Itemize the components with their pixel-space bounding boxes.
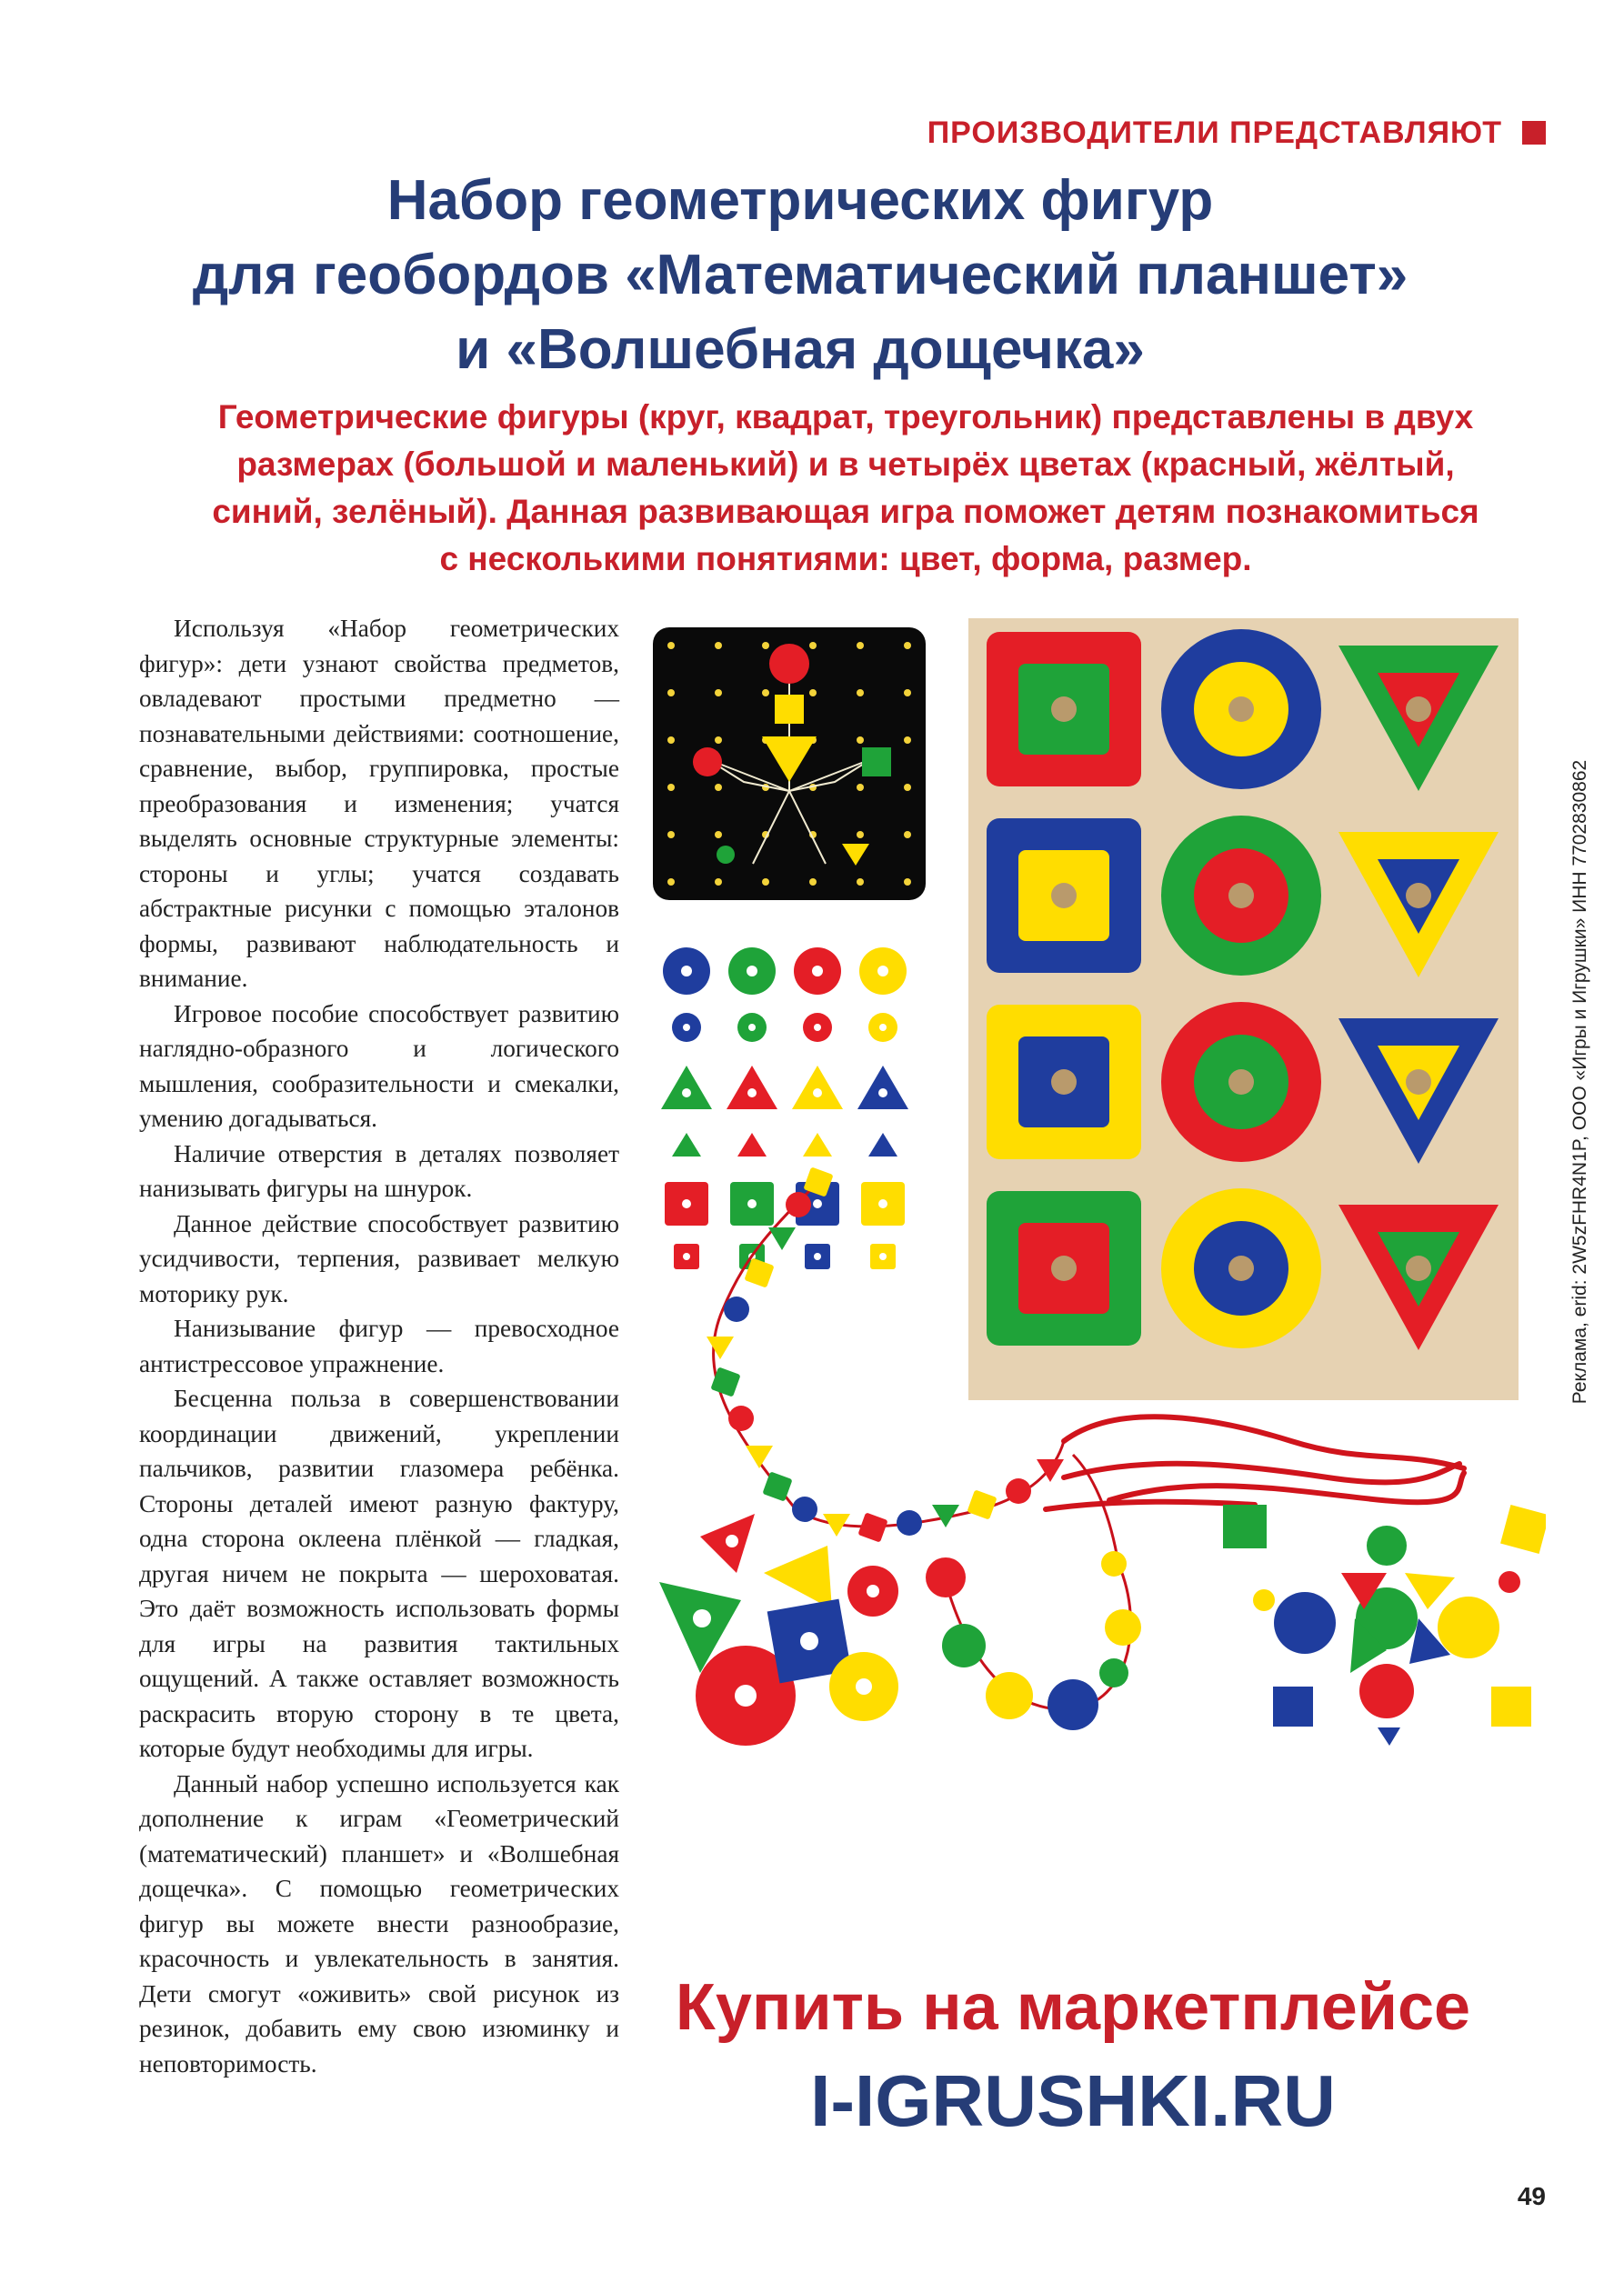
lead-line: Геометрические фигуры (круг, квадрат, треугольник) представлены в двух: [217, 398, 1474, 436]
section-label: [873, 111, 1546, 155]
title-line: и «Волшебная дощечка»: [456, 318, 1145, 381]
body-paragraph: Нанизывание фигур — превосходное антистрессовое упражнение.: [139, 1315, 619, 1377]
article-body: [139, 611, 619, 2081]
geoboard-photo: [653, 627, 926, 900]
hanging-necklace-photo: [926, 1455, 1141, 1730]
star-composition-photo: [1223, 1505, 1546, 1746]
lead-line: синий, зелёный). Данная развивающая игра поможет детям познакомиться: [212, 493, 1479, 530]
lace-photo: [1046, 1417, 1464, 1509]
figures-grid: [661, 947, 908, 1269]
body-paragraph: Наличие отверстия в деталях позволяет нанизывать фигуры на шнурок.: [139, 1139, 619, 1202]
ad-notice-text: Реклама, erid: 2W5zFHR4N1P, ООО «Игры и Игрушки» ИНН 7702830862: [1569, 759, 1590, 1405]
article-title: [91, 164, 1509, 387]
cta-marketplace-link[interactable]: I-IGRUSHKI.RU: [810, 2060, 1336, 2141]
title-line: Набор геометрических фигур: [386, 169, 1214, 232]
cta-line: Купить на маркетплейсе: [675, 1971, 1471, 2044]
title-line: для геобордов «Математический планшет»: [192, 244, 1408, 306]
wooden-sorter-board: [968, 618, 1519, 1400]
section-square-icon: [1522, 121, 1546, 145]
body-paragraph: Игровое пособие способствует развитию наглядно-образного и логического мышления, сообразительности и смекалки, умению догадываться.: [139, 999, 619, 1132]
body-paragraph: Бесценна польза в совершенствовании координации движений, укреплении пальчиков, развитии глазомера ребёнка. Стороны деталей имеют разную фактуру, одна сторона оклеена плёнкой — гладкая, другая ничем не покрыта — шероховатая. Это даёт возможность использовать формы для игры на развития тактильных ощущений. А также оставляет возможность раскрасить вторую сторону в те цвета, которые будут необходимы для игры.: [139, 1385, 619, 1762]
section-label-text: ПРОИЗВОДИТЕЛИ ПРЕДСТАВЛЯЮТ: [927, 115, 1502, 150]
body-paragraph: Данное действие способствует развитию усидчивости, терпения, развивает мелкую моторику рук.: [139, 1209, 619, 1307]
call-to-action: [637, 1964, 1509, 2151]
body-paragraph: Данный набор успешно используется как дополнение к играм «Геометрический (математический) планшет» и «Волшебная дощечка». С помощью геометрических фигур вы можете внести разнообразие, красочность и увлекательность в занятия. Дети смогут «оживить» свой рисунок из резинок, добавить ему свою изюминку и неповторимость.: [139, 1769, 619, 2078]
lead-line: размерах (большой и маленький) и в четырёх цветах (красный, жёлтый,: [236, 446, 1455, 483]
article-lead: [136, 394, 1555, 583]
body-paragraph: Используя «Набор геометрических фигур»: дети узнают свойства предметов, овладевают простыми предметно — познавательными действиями: соотношение, сравнение, выбор, группировка, простые преобразования и изменения; учатся выделять основные структурные элементы: стороны и углы; учатся создавать абстрактные рисунки с помощью эталонов формы, развивают наблюдательность и внимание.: [139, 615, 619, 992]
product-photo-collage: [637, 600, 1546, 1755]
page-number: 49: [1517, 2182, 1546, 2210]
lead-line: с несколькими понятиями: цвет, форма, размер.: [439, 540, 1252, 577]
scattered-figures-photo: [659, 1514, 898, 1746]
